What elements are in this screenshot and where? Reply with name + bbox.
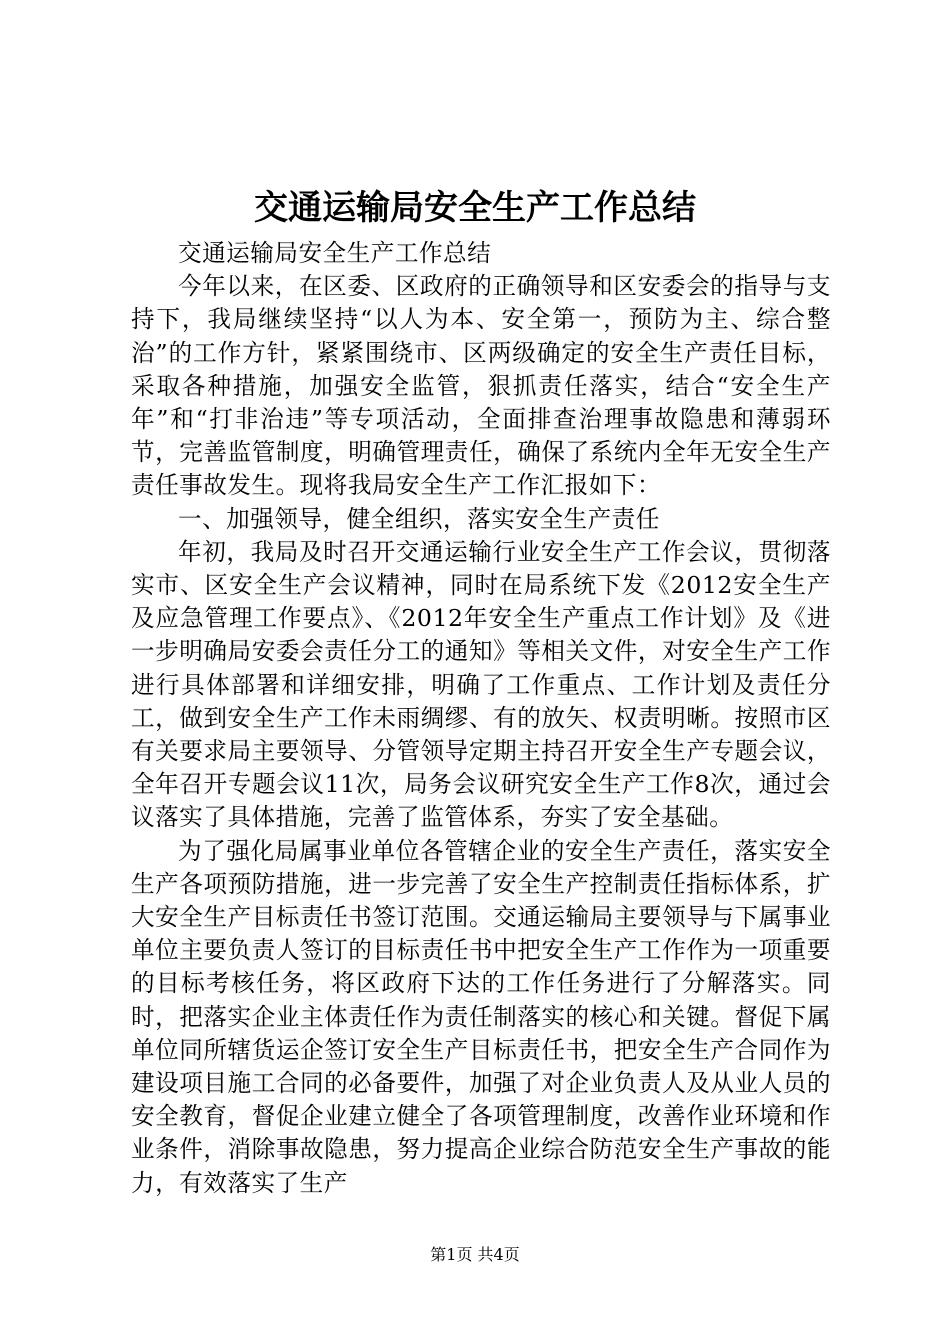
paragraph-intro: 今年以来，在区委、区政府的正确领导和区安委会的指导与支持下，我局继续坚持“以人为本、安全第一，预防为主、综合整治”的工作方针，紧紧围绕市、区两级确定的安全生产责任目标，采取各种措施，加强安全监管，狠抓责任落实，结合“安全生产年”和“打非治违”等专项活动，全面排查治理事故隐患和薄弱环节，完善监管制度，明确管理责任，确保了系统内全年无安全生产责任事故发生。现将我局安全生产工作汇报如下： [131, 272, 831, 500]
section-heading: 一、加强领导，健全组织，落实安全生产责任 [178, 504, 660, 533]
page-footer: 第1页 共4页 [430, 1245, 520, 1264]
page-title: 交通运输局安全生产工作总结 [254, 188, 696, 228]
document-body [131, 237, 831, 1200]
paragraph-responsibility: 为了强化局属事业单位各管辖企业的安全生产责任，落实安全生产各项预防措施，进一步完善了安全生产控制责任指标体系，扩大安全生产目标责任书签订范围。交通运输局主要领导与下属事业单位主要负责人签订的目标责任书中把安全生产工作作为一项重要的目标考核任务，将区政府下达的工作任务进行了分解落实。同时，把落实企业主体责任作为责任制落实的核心和关键。督促下属单位同所辖货运企签订安全生产目标责任书，把安全生产合同作为建设项目施工合同的必备要件，加强了对企业负责人及从业人员的安全教育，督促企业建立健全了各项管理制度，改善作业环境和作业条件，消除事故隐患，努力提高企业综合防范安全生产事故的能力，有效落实了生产 [131, 836, 831, 1197]
paragraph-subtitle: 交通运输局安全生产工作总结 [178, 239, 492, 267]
paragraph-meetings: 年初，我局及时召开交通运输行业安全生产工作会议，贯彻落实市、区安全生产会议精神，同时在局系统下发《2012安全生产及应急管理工作要点》、《2012年安全生产重点工作计划》及《进一步明确局安委会责任分工的通知》等相关文件，对安全生产工作进行具体部署和详细安排，明确了工作重点、工作计划及责任分工，做到安全生产工作未雨绸缪、有的放矢、权责明晰。按照市区有关要求局主要领导、分管领导定期主持召开安全生产专题会议，全年召开专题会议11次，局务会议研究安全生产工作8次，通过会议落实了具体措施，完善了监管体系，夯实了安全基础。 [131, 537, 831, 832]
